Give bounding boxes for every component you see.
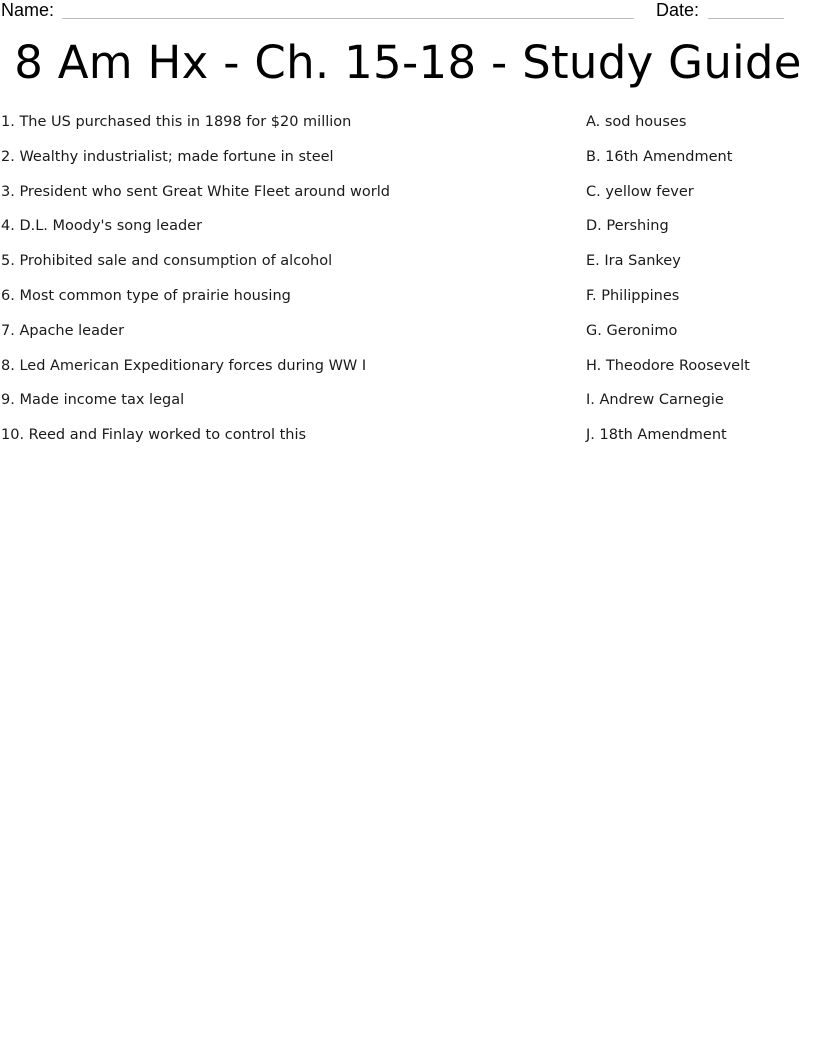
question-item: 2. Wealthy industrialist; made fortune in steel <box>1 148 334 165</box>
answer-item: A. sod houses <box>586 114 687 130</box>
question-item: 5. Prohibited sale and consumption of alcohol <box>1 253 333 270</box>
question-item: 3. President who sent Great White Fleet around world <box>1 183 390 200</box>
matching-row <box>0 251 816 286</box>
answer-item: E. Ira Sankey <box>586 253 681 270</box>
matching-row <box>0 356 816 391</box>
answer-item: D. Pershing <box>586 218 669 235</box>
date-blank-line <box>708 18 784 19</box>
matching-row <box>0 147 816 182</box>
question-item: 6. Most common type of prairie housing <box>1 287 291 304</box>
name-label: Name: <box>1 0 55 20</box>
matching-row <box>0 112 816 147</box>
matching-row <box>0 216 816 251</box>
answer-item: G. Geronimo <box>586 322 678 339</box>
question-item: 1. The US purchased this in 1898 for $20 million <box>1 114 352 130</box>
name-blank-line <box>62 18 634 19</box>
matching-list <box>0 112 816 460</box>
question-item: 4. D.L. Moody's song leader <box>1 218 203 235</box>
question-item: 9. Made income tax legal <box>1 392 185 409</box>
date-label: Date: <box>656 0 700 20</box>
question-item: 10. Reed and Finlay worked to control this <box>1 427 307 444</box>
answer-item: F. Philippines <box>586 287 680 304</box>
question-item: 7. Apache leader <box>1 322 125 339</box>
matching-row <box>0 321 816 356</box>
matching-row <box>0 286 816 321</box>
page-title: 8 Am Hx - Ch. 15-18 - Study Guide <box>14 36 802 89</box>
matching-row <box>0 390 816 425</box>
matching-row <box>0 182 816 217</box>
answer-item: I. Andrew Carnegie <box>586 392 724 409</box>
answer-item: B. 16th Amendment <box>586 148 733 165</box>
answer-item: H. Theodore Roosevelt <box>586 357 750 374</box>
answer-item: C. yellow fever <box>586 183 694 200</box>
matching-row <box>0 425 816 460</box>
answer-item: J. 18th Amendment <box>586 427 727 444</box>
question-item: 8. Led American Expeditionary forces during WW I <box>1 357 367 374</box>
worksheet-header <box>0 0 816 24</box>
